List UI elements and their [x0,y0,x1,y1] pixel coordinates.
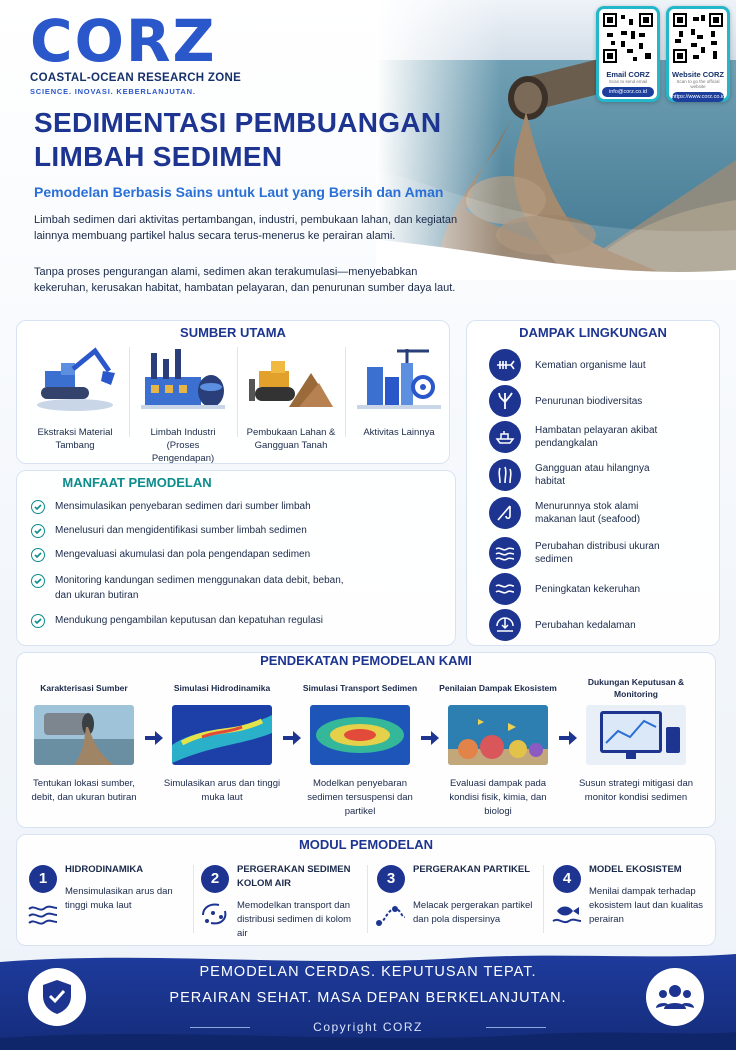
approach-step [577,673,695,805]
bulldozer-icon [249,343,333,413]
qr-website-title: Website CORZ [672,70,724,79]
footer-copyright: Copyright CORZ [313,1020,423,1034]
impact-label: Perubahan distribusi ukuran sedimen [535,541,660,565]
logo-tagline: SCIENCE. INOVASI. KEBERLANJUTAN. [30,87,196,96]
excavator-icon [33,343,117,413]
source-label: Aktivitas Lainnya [363,427,435,438]
footer-line-2: PERAIRAN SEHAT. MASA DEPAN BERKELANJUTAN. [169,990,567,1006]
qr-code-icon [673,13,723,63]
impact-label: Peningkatan kekeruhan [535,583,641,595]
coral-icon [489,385,521,417]
benefit-item [31,547,355,562]
source-item-industry [135,343,231,465]
divider [237,347,238,437]
sources-title: SUMBER UTAMA [180,325,286,340]
source-label: Ekstraksi Material Tambang [37,427,113,451]
step-title: Simulasi Transport Sedimen [302,683,418,693]
depth-icon [489,609,521,641]
logo-full-name: COASTAL-OCEAN RESEARCH ZONE [30,72,242,84]
approach-step [163,673,281,805]
arrow-right-icon [145,731,163,745]
intro-paragraph-1: Limbah sedimen dari aktivitas pertambangan, industri, pembukaan lahan, dan kegiatan lainnya membuang partikel halus secara terus-menerus ke perairan alami. [34,214,458,242]
benefit-item [31,499,355,514]
divider [190,1027,250,1028]
source-item-mining [27,343,123,452]
impacts-title: DAMPAK LINGKUNGAN [519,325,667,340]
benefits-title: MANFAAT PEMODELAN [62,475,212,490]
qr-email-title: Email CORZ [606,70,650,79]
buildings-icon [357,343,441,413]
impacts-panel [466,320,720,646]
team-badge [646,968,704,1026]
benefit-label: Monitoring kandungan sedimen menggunakan data debit, beban, dan ukuran butiran [55,575,344,601]
module-desc: Memodelkan transport dan distribusi sedimen di kolom air [237,900,352,939]
impact-label: Gangguan atau hilangnya habitat [535,463,650,487]
logo-wordmark: CORZ [30,7,217,75]
approach-step [301,673,419,819]
sediment-flow-icon [199,901,231,927]
impact-item [489,385,663,417]
qr-code-icon [603,13,653,63]
impact-item [489,573,663,605]
ship-icon [489,421,521,453]
impact-label: Perubahan kedalaman [535,619,636,631]
people-icon [656,983,694,1011]
divider [543,865,544,933]
module-title: MODEL EKOSISTEM [589,864,682,875]
footer-banner [0,950,736,1050]
source-item-other [351,343,447,439]
benefit-item [31,573,355,603]
divider [345,347,346,437]
sediment-map-image [310,705,410,765]
source-item-land-clearing [243,343,339,452]
qr-website-sub: Scan to go the official website [676,79,720,89]
sediment-icon [489,537,521,569]
impact-label: Menurunnya stok alami makanan laut (seafood) [535,501,641,525]
page-subtitle: Pemodelan Berbasis Sains untuk Laut yang Bersih dan Aman [34,184,444,200]
step-title: Karakterisasi Sumber [40,683,128,693]
footer-line-1: PEMODELAN CERDAS. KEPUTUSAN TEPAT. [199,964,537,980]
arrow-right-icon [421,731,439,745]
fish-skeleton-icon [489,349,521,381]
source-label: Pembukaan Lahan & Gangguan Tanah [246,427,336,451]
fish-wave-icon [551,901,583,927]
divider [486,1027,546,1028]
title-line-2: LIMBAH SEDIMEN [34,141,283,172]
source-label: Limbah Industri (Proses Pengendapan) [150,427,216,464]
step-title: Dukungan Keputusan & Monitoring [587,677,685,699]
coral-reef-image [448,705,548,765]
divider [129,347,130,437]
module-card [21,861,195,937]
approach-step [25,673,143,805]
benefits-panel [16,470,456,646]
impact-item [489,497,663,529]
benefit-label: Menelusuri dan mengidentifikasi sumber limbah sedimen [55,525,307,536]
dashboard-image [586,705,686,765]
impact-item [489,349,663,381]
seagrass-icon [489,459,521,491]
module-card [193,861,367,937]
module-number: 3 [377,865,405,893]
intro-paragraph-2: Tanpa proses pengurangan alami, sedimen akan terakumulasi—menyebabkan kekeruhan, kerusakan habitat, hambatan pelayaran, dan penurunan sumber daya laut. [34,266,456,294]
check-icon [31,500,45,514]
hydro-map-image [172,705,272,765]
waves-icon [27,901,59,927]
impact-label: Penurunan biodiversitas [535,395,643,407]
step-title: Simulasi Hidrodinamika [173,683,271,693]
module-card [545,861,719,937]
qr-card-email[interactable] [596,6,660,102]
impact-item [489,459,663,491]
module-desc: Menilai dampak terhadap ekosistem laut dan kualitas perairan [589,886,704,925]
benefit-label: Mendukung pengambilan keputusan dan kepatuhan regulasi [55,615,323,626]
step-title: Penilaian Dampak Ekosistem [439,683,557,693]
approach-title: PENDEKATAN PEMODELAN KAMI [260,653,472,668]
benefit-item [31,613,355,628]
impact-item [489,537,663,569]
arrow-right-icon [559,731,577,745]
module-number: 1 [29,865,57,893]
benefit-label: Mensimulasikan penyebaran sedimen dari sumber limbah [55,501,311,512]
impact-label: Hambatan pelayaran akibat pendangkalan [535,425,658,449]
check-icon [31,574,45,588]
qr-card-website[interactable] [666,6,730,102]
module-number: 4 [553,865,581,893]
step-desc: Tentukan lokasi sumber, debit, dan ukuran butiran [31,778,137,803]
module-title: HIDRODINAMIKA [65,864,144,875]
check-icon [31,614,45,628]
brand-logo [30,8,260,96]
title-line-1: SEDIMENTASI PEMBUANGAN [34,107,442,138]
module-card [369,861,543,937]
arrow-right-icon [283,731,301,745]
impact-item [489,609,663,641]
step-desc: Evaluasi dampak pada kondisi fisik, kimia, dan biologi [449,778,547,817]
sources-panel [16,320,450,464]
page-title [34,106,441,174]
approach-panel [16,652,716,828]
factory-icon [141,343,225,413]
qr-email-sub: Scan to send email [608,79,648,84]
check-icon [31,524,45,538]
modules-title: MODUL PEMODELAN [298,837,434,852]
qr-website-url[interactable]: https://www.corz.co.id [672,94,726,100]
benefit-item [31,523,355,538]
impact-item [489,421,663,453]
modules-panel [16,834,716,946]
benefit-label: Mengevaluasi akumulasi dan pola pengendapan sedimen [55,549,311,560]
particle-track-icon [375,901,407,927]
fishing-icon [489,497,521,529]
module-title: PERGERAKAN SEDIMEN KOLOM AIR [237,864,351,889]
module-desc: Mensimulasikan arus dan tinggi muka laut [65,886,173,911]
step-desc: Simulasikan arus dan tinggi muka laut [163,778,281,803]
qr-email-url[interactable]: info@corz.co.id [602,87,654,97]
impact-label: Kematian organisme laut [535,359,646,371]
step-desc: Susun strategi mitigasi dan monitor kondisi sedimen [578,778,694,803]
divider [367,865,368,933]
step-desc: Modelkan penyebaran sedimen tersuspensi dan partikel [307,778,413,817]
waves-icon [489,573,521,605]
module-number: 2 [201,865,229,893]
module-desc: Melacak pergerakan partikel dan pola dispersinya [413,900,533,925]
check-icon [31,548,45,562]
module-title: PERGERAKAN PARTIKEL [413,864,530,875]
pipe-discharge-image [34,705,134,765]
approach-step [439,673,557,819]
